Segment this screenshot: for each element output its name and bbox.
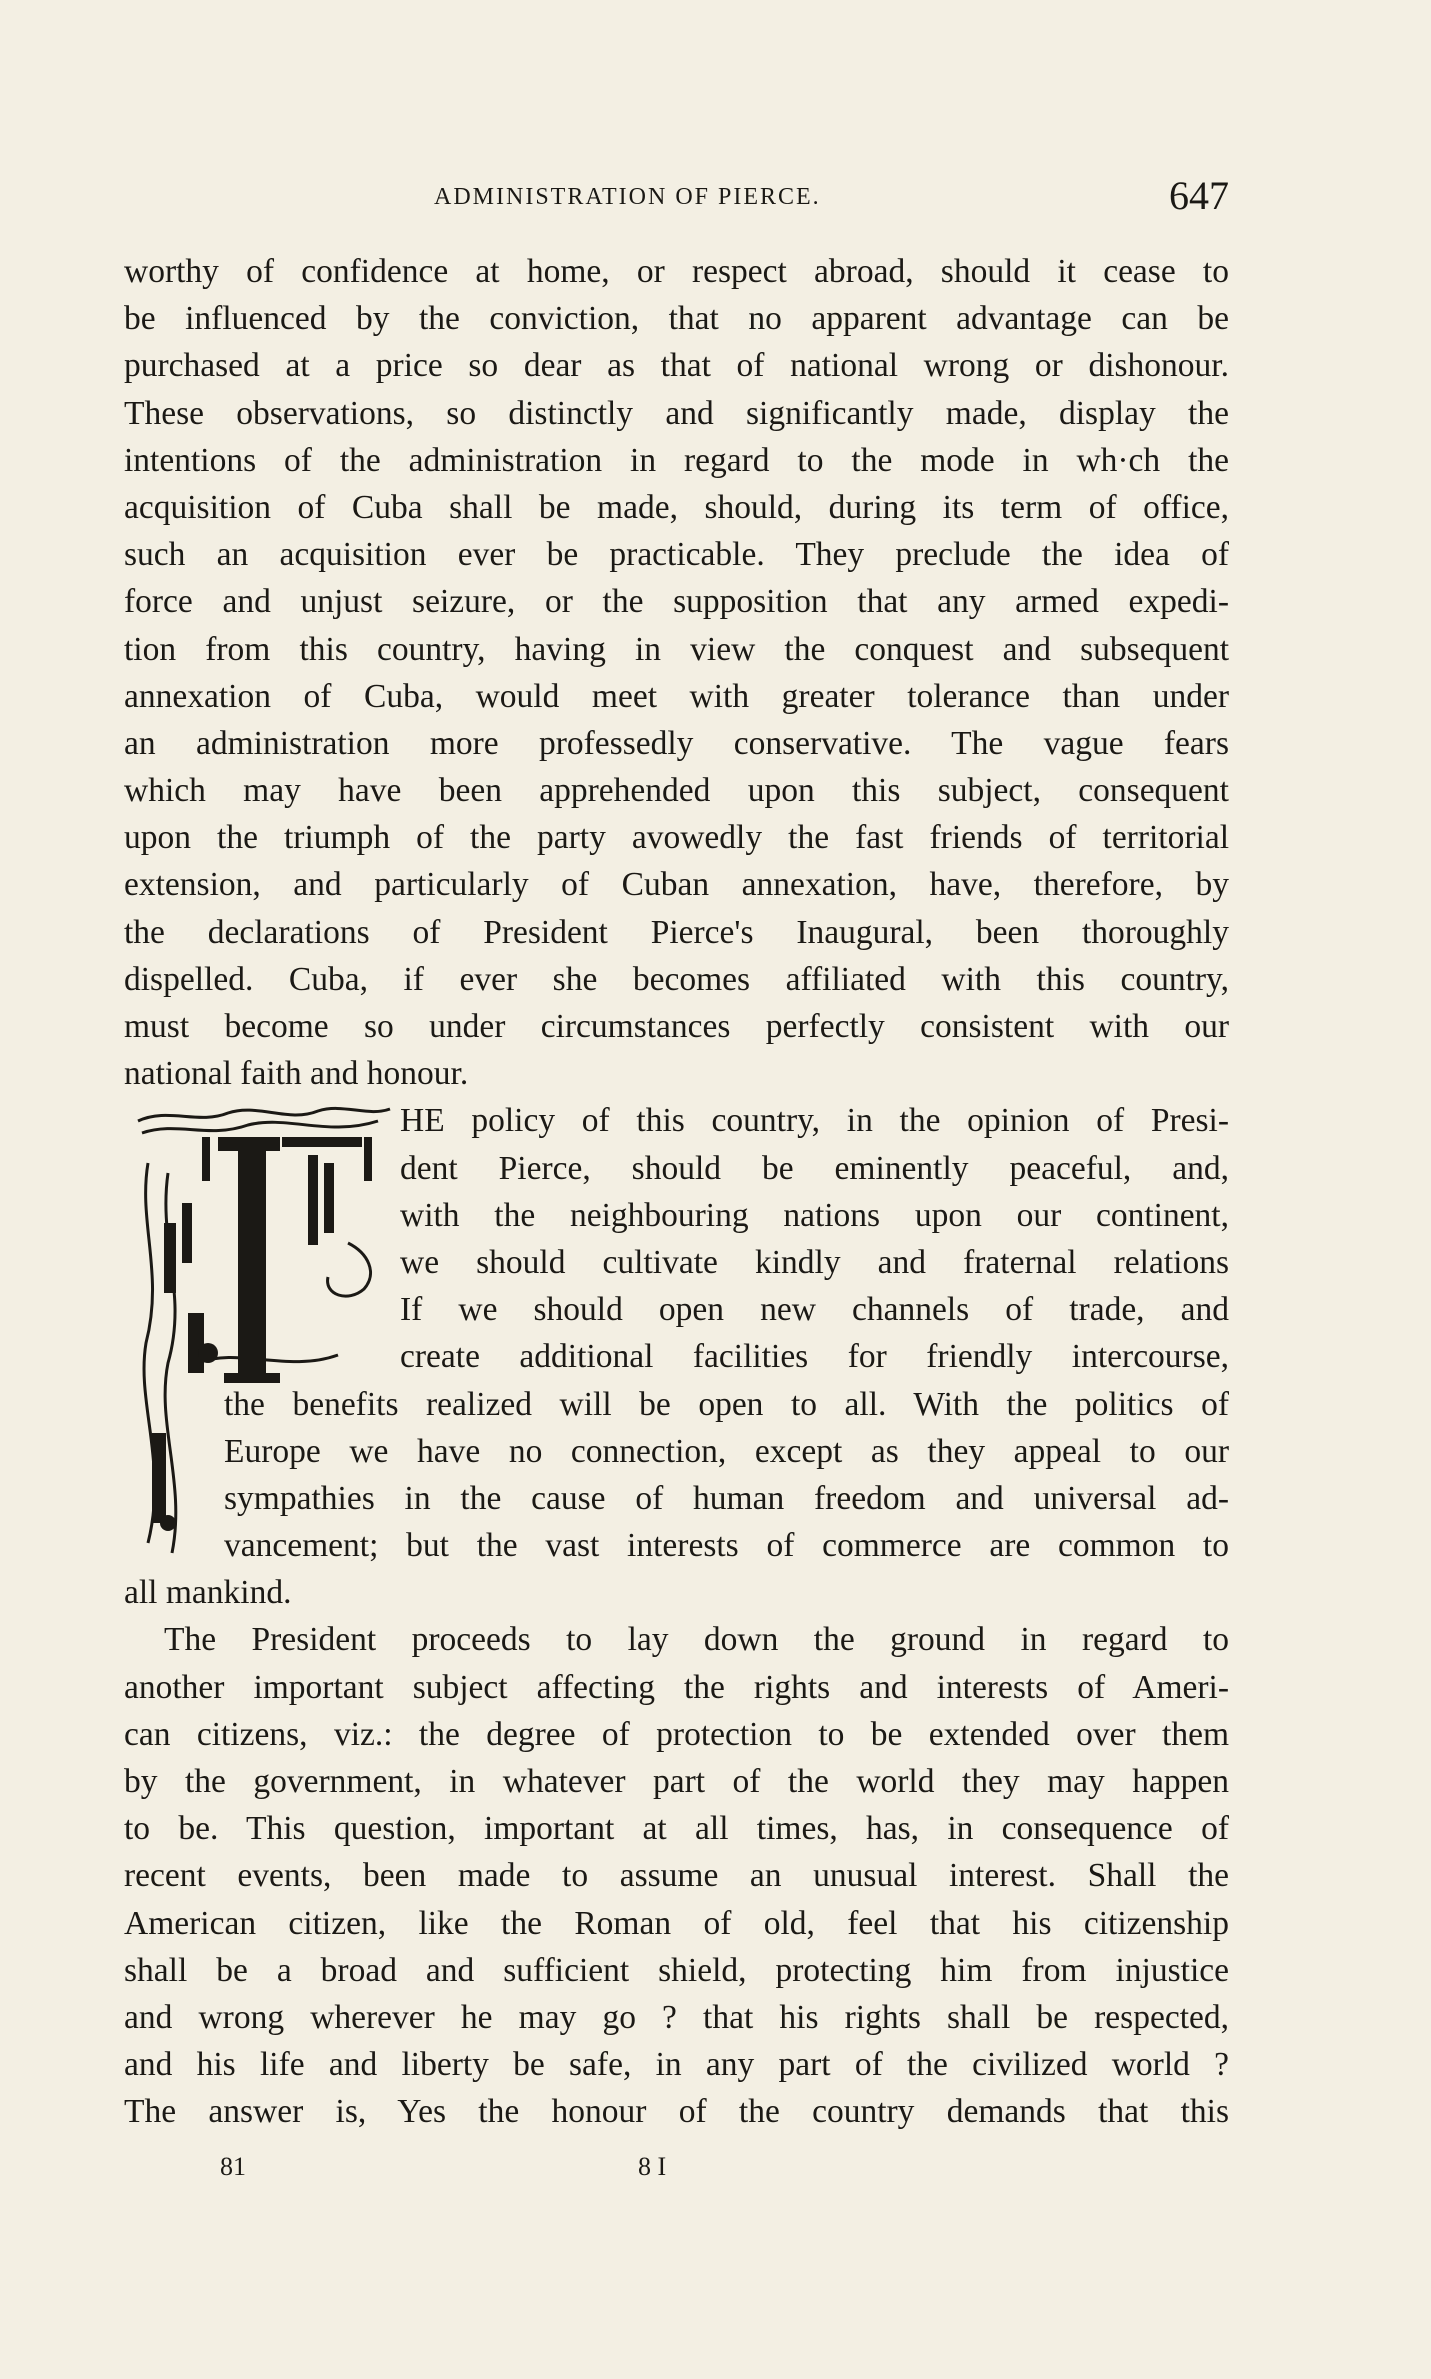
text-line: the declarations of President Pierce's Inaugural, been thoroughly	[124, 913, 1229, 951]
text-line: shall be a broad and sufficient shield, protecting him from injustice	[124, 1951, 1229, 1989]
text-line: HE policy of this country, in the opinion of Presi-	[400, 1102, 1229, 1140]
text-line: sympathies in the cause of human freedom and universal ad-	[224, 1479, 1229, 1517]
text-line: The President proceeds to lay down the ground in regard to	[164, 1621, 1229, 1659]
text-line: can citizens, viz.: the degree of protection to be extended over them	[124, 1715, 1229, 1753]
page-footer	[124, 2152, 824, 2188]
paragraph-3	[124, 1616, 1229, 2135]
text-line: another important subject affecting the rights and interests of Ameri-	[124, 1668, 1229, 1706]
page-body	[124, 248, 1229, 2136]
text-line: must become so under circumstances perfectly consistent with our	[124, 1008, 1229, 1045]
text-line: acquisition of Cuba shall be made, should, during its term of office,	[124, 488, 1229, 526]
text-line: extension, and particularly of Cuban annexation, have, therefore, by	[124, 866, 1229, 904]
text-line: by the government, in whatever part of the world they may happen	[124, 1763, 1229, 1800]
text-line: Europe we have no connection, except as they appeal to our	[224, 1432, 1229, 1470]
text-line: to be. This question, important at all times, has, in consequence of	[124, 1810, 1229, 1848]
text-line: recent events, been made to assume an unusual interest. Shall the	[124, 1857, 1229, 1895]
signature-mark-right: 8 I	[638, 2152, 667, 2181]
text-line: national faith and honour.	[124, 1055, 469, 1093]
text-line: the benefits realized will be open to all. With the politics of	[224, 1385, 1229, 1423]
text-line: which may have been apprehended upon this subject, consequent	[124, 772, 1229, 810]
text-line: dent Pierce, should be eminently peaceful, and,	[400, 1149, 1229, 1187]
running-title: ADMINISTRATION OF PIERCE.	[434, 184, 821, 210]
text-line: The answer is, Yes the honour of the country demands that this	[124, 2093, 1229, 2131]
text-line: upon the triumph of the party avowedly the fast friends of territorial	[124, 819, 1229, 857]
text-line: such an acquisition ever be practicable. They preclude the idea of	[124, 536, 1229, 574]
paragraph-2	[124, 1097, 1229, 1616]
page-header	[124, 172, 1229, 226]
ornamental-dropcap-icon	[128, 1103, 400, 1561]
text-line: purchased at a price so dear as that of national wrong or dishonour.	[124, 347, 1229, 385]
text-line: worthy of confidence at home, or respect abroad, should it cease to	[124, 253, 1229, 290]
text-line: annexation of Cuba, would meet with greater tolerance than under	[124, 677, 1229, 715]
text-line: vancement; but the vast interests of commerce are common to	[224, 1527, 1229, 1565]
text-line: an administration more professedly conservative. The vague fears	[124, 724, 1229, 762]
page-number: 647	[1169, 173, 1229, 218]
text-line: create additional facilities for friendly intercourse,	[400, 1338, 1229, 1376]
text-line: tion from this country, having in view the conquest and subsequent	[124, 630, 1229, 668]
text-line: These observations, so distinctly and significantly made, display the	[124, 394, 1229, 432]
text-line: American citizen, like the Roman of old, feel that his citizenship	[124, 1904, 1229, 1942]
text-line: dispelled. Cuba, if ever she becomes affiliated with this country,	[124, 960, 1229, 998]
text-line: and wrong wherever he may go ? that his rights shall be respected,	[124, 1998, 1229, 2036]
text-line: we should cultivate kindly and fraternal relations	[400, 1243, 1229, 1281]
text-line: all mankind.	[124, 1574, 292, 1612]
text-line: If we should open new channels of trade, and	[400, 1291, 1229, 1329]
text-line: force and unjust seizure, or the supposition that any armed expedi-	[124, 583, 1229, 621]
text-line: be influenced by the conviction, that no apparent advantage can be	[124, 300, 1229, 338]
signature-mark-left: 81	[220, 2152, 246, 2181]
text-line: and his life and liberty be safe, in any part of the civilized world ?	[124, 2046, 1229, 2084]
text-line: with the neighbouring nations upon our continent,	[400, 1196, 1229, 1234]
text-line: intentions of the administration in regard to the mode in wh·ch the	[124, 441, 1229, 479]
paragraph-1	[124, 248, 1229, 1097]
